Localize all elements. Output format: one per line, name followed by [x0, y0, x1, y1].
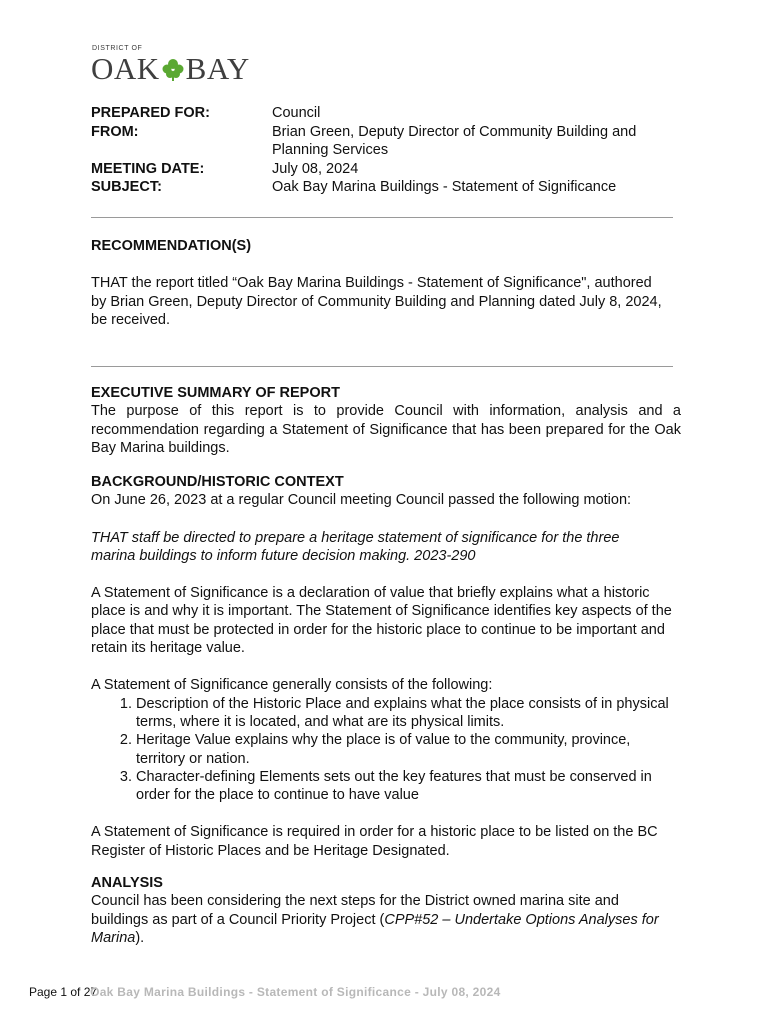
analysis-heading: ANALYSIS [91, 875, 163, 891]
report-meta [91, 104, 682, 197]
analysis-project-reference: CPP#52 – Undertake Options Analyses for Marina [91, 911, 659, 946]
executive-summary-text: The purpose of this report is to provide Council with information, analysis and a recommendation regarding a Statement of Significance that has been prepared for the Oak Bay Marina buildings. [91, 403, 681, 456]
page-footer [29, 985, 501, 999]
analysis-text-start: Council has been considering the next steps for the District owned marina site and buildings as part of a Council Priority Project ( [91, 893, 619, 928]
logo-district-text: DISTRICT OF [92, 45, 143, 52]
list-item: 3. Character-defining Elements sets out the key features that must be conserved in order for the place to continue to have value [136, 768, 681, 805]
sos-definition-paragraph: A Statement of Significance is a declaration of value that briefly explains what a historic place is and why it is important. The Statement of Significance identifies key aspects of the place that must be protected in order for the historic place to continue to be important and retain its heritage value. [91, 585, 672, 657]
list-item: 2. Heritage Value explains why the place is of value to the community, province, territory or nation. [136, 731, 681, 768]
divider [91, 217, 673, 218]
from-row [91, 123, 682, 160]
analysis-section [91, 874, 666, 947]
background-section [91, 473, 681, 860]
footer-title: Oak Bay Marina Buildings - Statement of Significance - July 08, 2024 [90, 985, 501, 999]
oak-leaf-icon [160, 54, 186, 80]
list-item: 1. Description of the Historic Place and explains what the place consists of in physical terms, where it is located, and what are its physical limits. [136, 695, 681, 732]
executive-summary-heading: EXECUTIVE SUMMARY OF REPORT [91, 385, 340, 401]
divider [91, 366, 673, 367]
sos-requirement-paragraph: A Statement of Significance is required in order for a historic place to be listed on the BC Register of Historic Places and be Heritage Designated. [91, 824, 658, 859]
analysis-text [91, 892, 666, 947]
prepared-for-label: PREPARED FOR: [91, 105, 210, 121]
meeting-date-row [91, 160, 682, 179]
logo-wordmark [91, 51, 250, 87]
subject-row [91, 178, 682, 197]
executive-summary-section [91, 384, 681, 457]
recommendation-heading: RECOMMENDATION(S) [91, 238, 252, 254]
prepared-for-value: Council [272, 105, 321, 121]
logo-name-right: BAY [185, 51, 250, 86]
recommendation-text: THAT the report titled “Oak Bay Marina Buildings - Statement of Significance", authored by Brian Green, Deputy Director of Community Building and Planning dated July 8, 2024, be received. [91, 275, 662, 328]
sos-components-list [91, 695, 681, 805]
page-number: Page 1 of 27 [29, 985, 98, 999]
analysis-text-end: ). [135, 929, 145, 946]
background-heading: BACKGROUND/HISTORIC CONTEXT [91, 474, 344, 490]
sos-list-intro: A Statement of Significance generally consists of the following: [91, 677, 493, 694]
from-label: FROM: [91, 123, 139, 140]
subject-value: Oak Bay Marina Buildings - Statement of Significance [272, 179, 617, 195]
logo-name-left: OAK [91, 51, 160, 86]
meeting-date-label: MEETING DATE: [91, 160, 205, 177]
district-logo [91, 45, 250, 86]
prepared-for-row [91, 104, 682, 123]
subject-label: SUBJECT: [91, 179, 162, 195]
recommendation-section [91, 237, 666, 329]
background-intro: On June 26, 2023 at a regular Council meeting Council passed the following motion: [91, 492, 632, 509]
from-value: Brian Green, Deputy Director of Community Building and Planning Services [272, 123, 637, 158]
council-motion: THAT staff be directed to prepare a heritage statement of significance for the three marina buildings to inform future decision making. 2023-290 [91, 529, 620, 564]
meeting-date-value: July 08, 2024 [272, 160, 359, 177]
